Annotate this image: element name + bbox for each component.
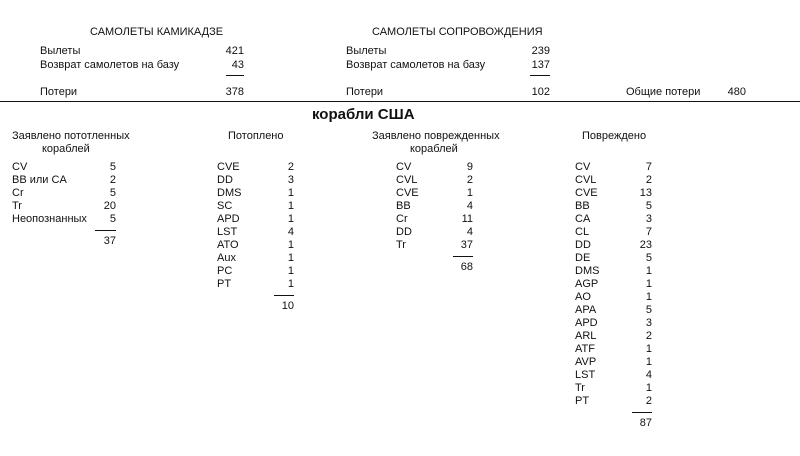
claimed-sunk-count: 2 xyxy=(109,174,116,186)
sunk-type: PC xyxy=(217,265,233,277)
sunk-type: Aux xyxy=(217,252,236,264)
kamikaze-sorties-label: Вылеты xyxy=(40,45,81,57)
damaged-type: CL xyxy=(575,226,590,238)
claimed-damaged-type: Cr xyxy=(396,213,408,225)
sunk-type: SC xyxy=(217,200,233,212)
damaged-type: CVE xyxy=(575,187,598,199)
claimed-damaged-count: 2 xyxy=(466,174,473,186)
damaged-count: 2 xyxy=(645,330,652,342)
claimed-damaged-count: 37 xyxy=(460,239,473,251)
damaged-type: CA xyxy=(575,213,591,225)
claimed-sunk-type: Неопознанных xyxy=(12,213,87,225)
damaged-type: PT xyxy=(575,395,590,407)
claimed-sunk-header-line-2: кораблей xyxy=(42,143,90,155)
total-losses-label: Общие потери xyxy=(626,86,701,98)
damaged-sum-rule xyxy=(632,412,652,413)
damaged-count: 1 xyxy=(645,278,652,290)
damaged-count: 7 xyxy=(645,226,652,238)
sunk-count: 1 xyxy=(287,200,294,212)
damaged-type: BB xyxy=(575,200,590,212)
damaged-count: 5 xyxy=(645,200,652,212)
claimed-damaged-header-line-1: Заявлено поврежденных xyxy=(372,130,500,142)
claimed-damaged-type: CV xyxy=(396,161,412,173)
damaged-type: CVL xyxy=(575,174,597,186)
escort-losses-value: 102 xyxy=(531,86,550,98)
sunk-count: 1 xyxy=(287,265,294,277)
kamikaze-sum-rule xyxy=(226,75,244,76)
sunk-count: 1 xyxy=(287,213,294,225)
claimed-sunk-sum-rule xyxy=(95,230,116,231)
damaged-count: 3 xyxy=(645,317,652,329)
damaged-type: AGP xyxy=(575,278,599,290)
kamikaze-losses-value: 378 xyxy=(225,86,244,98)
sunk-header: Потоплено xyxy=(228,130,284,142)
sunk-type: PT xyxy=(217,278,232,290)
claimed-damaged-count: 11 xyxy=(461,213,473,225)
damaged-count: 1 xyxy=(645,291,652,303)
damaged-count: 1 xyxy=(645,356,652,368)
claimed-sunk-type: Tr xyxy=(12,200,22,212)
escort-heading: САМОЛЕТЫ СОПРОВОЖДЕНИЯ xyxy=(372,26,543,38)
damaged-type: AVP xyxy=(575,356,597,368)
claimed-damaged-total: 68 xyxy=(460,261,473,273)
damaged-count: 1 xyxy=(645,265,652,277)
damaged-count: 13 xyxy=(639,187,652,199)
claimed-damaged-type: BB xyxy=(396,200,411,212)
escort-sorties-value: 239 xyxy=(531,45,550,57)
sunk-count: 1 xyxy=(287,252,294,264)
claimed-damaged-type: CVE xyxy=(396,187,419,199)
sunk-type: LST xyxy=(217,226,238,238)
kamikaze-returned-label: Возврат самолетов на базу xyxy=(40,59,180,71)
sunk-type: APD xyxy=(217,213,240,225)
claimed-sunk-type: CV xyxy=(12,161,28,173)
kamikaze-heading: САМОЛЕТЫ КАМИКАДЗЕ xyxy=(90,26,224,38)
claimed-damaged-type: Tr xyxy=(396,239,406,251)
sunk-count: 1 xyxy=(287,187,294,199)
damaged-type: Tr xyxy=(575,382,585,394)
sunk-count: 3 xyxy=(287,174,294,186)
claimed-damaged-count: 4 xyxy=(466,226,473,238)
claimed-sunk-count: 20 xyxy=(103,200,116,212)
claimed-sunk-count: 5 xyxy=(109,213,116,225)
damaged-type: AO xyxy=(575,291,591,303)
damaged-count: 7 xyxy=(645,161,652,173)
damaged-count: 1 xyxy=(645,343,652,355)
damaged-type: APA xyxy=(575,304,597,316)
damaged-total: 87 xyxy=(639,417,652,429)
damaged-type: DE xyxy=(575,252,591,264)
sunk-total: 10 xyxy=(281,300,294,312)
damaged-count: 2 xyxy=(645,395,652,407)
claimed-sunk-count: 5 xyxy=(109,161,116,173)
sunk-type: DD xyxy=(217,174,233,186)
damaged-type: ARL xyxy=(575,330,597,342)
damaged-type: ATF xyxy=(575,343,595,355)
claimed-damaged-count: 1 xyxy=(466,187,473,199)
damaged-count: 23 xyxy=(639,239,652,251)
claimed-sunk-count: 5 xyxy=(109,187,116,199)
escort-sorties-label: Вылеты xyxy=(346,45,387,57)
kamikaze-sorties-value: 421 xyxy=(225,45,244,57)
damaged-count: 5 xyxy=(645,304,652,316)
escort-returned-label: Возврат самолетов на базу xyxy=(346,59,486,71)
sunk-type: DMS xyxy=(217,187,242,199)
damaged-count: 5 xyxy=(645,252,652,264)
damaged-count: 4 xyxy=(645,369,652,381)
damaged-type: APD xyxy=(575,317,598,329)
sunk-type: ATO xyxy=(217,239,239,251)
kamikaze-returned-value: 43 xyxy=(231,59,244,71)
claimed-damaged-count: 9 xyxy=(466,161,473,173)
sunk-sum-rule xyxy=(274,295,294,296)
kamikaze-losses-label: Потери xyxy=(40,86,78,98)
damaged-header: Повреждено xyxy=(582,130,647,142)
section-divider xyxy=(0,101,800,102)
claimed-damaged-sum-rule xyxy=(453,256,473,257)
damaged-count: 3 xyxy=(645,213,652,225)
claimed-sunk-header-line-1: Заявлено пототленных xyxy=(12,130,130,142)
claimed-sunk-type: BB или CA xyxy=(12,174,67,186)
sunk-count: 4 xyxy=(287,226,294,238)
damaged-type: DD xyxy=(575,239,591,251)
escort-sum-rule xyxy=(530,75,550,76)
claimed-damaged-type: CVL xyxy=(396,174,418,186)
damaged-count: 1 xyxy=(645,382,652,394)
claimed-sunk-type: Cr xyxy=(12,187,24,199)
damaged-type: DMS xyxy=(575,265,600,277)
total-losses-value: 480 xyxy=(727,86,746,98)
sunk-count: 2 xyxy=(287,161,294,173)
damaged-type: LST xyxy=(575,369,596,381)
escort-returned-value: 137 xyxy=(531,59,550,71)
claimed-damaged-header-line-2: кораблей xyxy=(410,143,458,155)
claimed-sunk-total: 37 xyxy=(103,235,116,247)
sunk-type: CVE xyxy=(217,161,240,173)
us-ships-title: корабли США xyxy=(312,106,415,123)
damaged-count: 2 xyxy=(645,174,652,186)
sunk-count: 1 xyxy=(287,278,294,290)
escort-losses-label: Потери xyxy=(346,86,384,98)
damaged-type: CV xyxy=(575,161,591,173)
claimed-damaged-type: DD xyxy=(396,226,412,238)
sunk-count: 1 xyxy=(287,239,294,251)
claimed-damaged-count: 4 xyxy=(466,200,473,212)
